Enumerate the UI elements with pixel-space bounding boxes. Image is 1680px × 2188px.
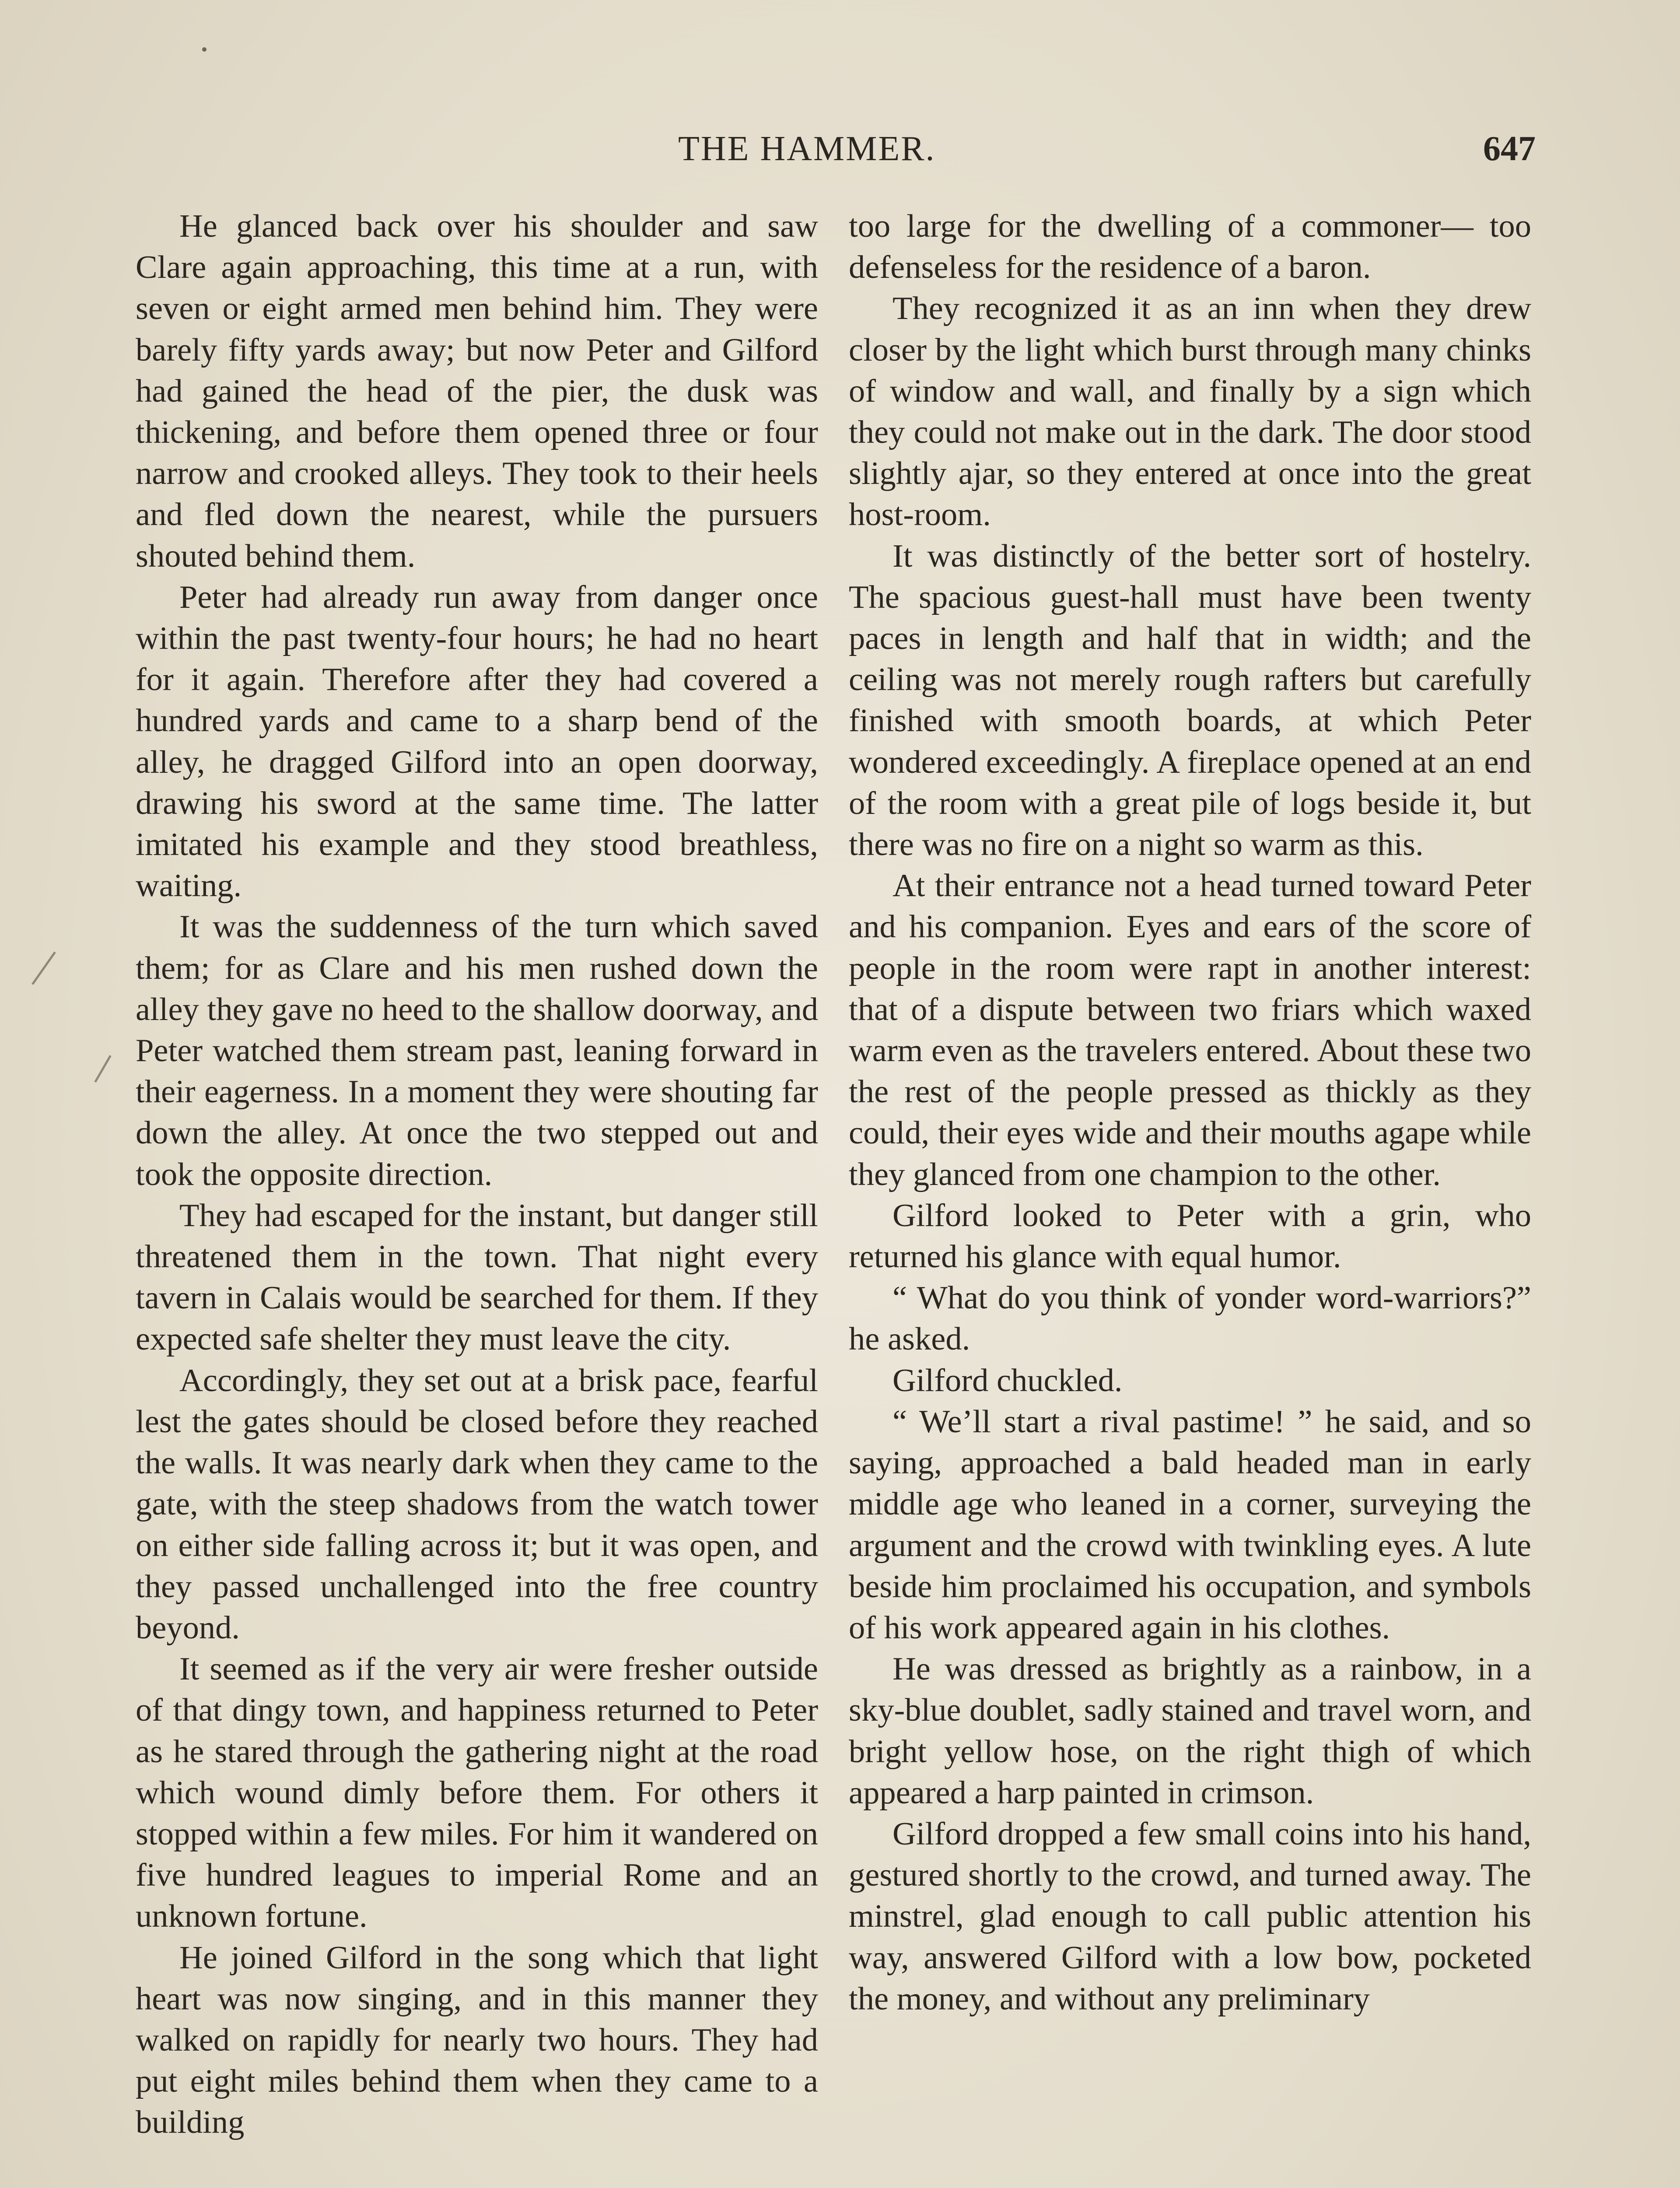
paragraph: Accordingly, they set out at a brisk pace, fearful lest the gates should be closed before they reached the walls. It was nearly dark when they came to the gate, with the steep shadows from the watch tower on either side falling across it; but it was open, and they passed unchallenged into the free country beyond. xyxy=(136,1362,818,1646)
paragraph: He glanced back over his shoulder and saw Clare again approaching, this time at a run, with seven or eight armed men behind him. They were barely fifty yards away; but now Peter and Gilford had gained the head of the pier, the dusk was thickening, and before them opened three or four narrow and crooked alleys. They took to their heels and fled down the nearest, while the pursuers shouted behind them. xyxy=(136,208,818,574)
paragraph: “ What do you think of yonder word-warriors?” he asked. xyxy=(849,1280,1531,1357)
ink-mark xyxy=(32,951,56,985)
ink-mark xyxy=(202,47,206,52)
paragraph: Peter had already run away from danger once within the past twenty-four hours; he had no heart for it again. Therefore after they had covered a hundred yards and came to a sharp bend of the alley, he dragged Gilford into an open doorway, drawing his sword at the same time. The latter imitated his example and they stood breathless, waiting. xyxy=(136,579,818,904)
paragraph: Gilford chuckled. xyxy=(892,1362,1123,1399)
paragraph: Gilford dropped a few small coins into his hand, gestured shortly to the crowd, and turned away. The minstrel, glad enough to call public attention his way, answered Gilford with a low bow, pocketed the money, and without any preliminary xyxy=(849,1816,1531,2017)
paragraph: He joined Gilford in the song which that light heart was now singing, and in this manner they walked on rapidly for nearly two hours. They had put eight miles behind them when they came to a building xyxy=(136,1939,818,2141)
paragraph: At their entrance not a head turned toward Peter and his companion. Eyes and ears of the score of people in the room were rapt in another interest: that of a dispute between two friars which waxed warm even as the travelers entered. About these two the rest of the people pressed as thickly as they could, their eyes wide and their mouths agape while they glanced from one champion to the other. xyxy=(849,868,1531,1192)
paragraph: It was the suddenness of the turn which saved them; for as Clare and his men rushed down the alley they gave no heed to the shallow doorway, and Peter watched them stream past, leaning forward in their eagerness. In a moment they were shouting far down the alley. At once the two stepped out and took the opposite direction. xyxy=(136,909,818,1192)
paragraph-continuation: too large for the dwelling of a commoner— too defenseless for the residence of a baron. xyxy=(849,208,1531,286)
paragraph: “ We’ll start a rival pastime! ” he said, and so saying, approached a bald headed man in early middle age who leaned in a corner, surveying the argument and the crowd with twinkling eyes. A lute beside him proclaimed his occupation, and symbols of his work appeared again in his clothes. xyxy=(849,1403,1531,1646)
paragraph: They had escaped for the instant, but danger still threatened them in the town. That night every tavern in Calais would be searched for them. If they expected safe shelter they must leave the city. xyxy=(136,1197,818,1357)
running-title: THE HAMMER. xyxy=(678,130,936,168)
paragraph: He was dressed as brightly as a rainbow, in a sky-blue doublet, sadly stained and travel worn, and bright yellow hose, on the right thigh of which appeared a harp painted in crimson. xyxy=(849,1651,1531,1811)
page-number: 647 xyxy=(1483,130,1536,168)
paragraph: Gilford looked to Peter with a grin, who returned his glance with equal humor. xyxy=(849,1197,1531,1275)
paragraph: It was distinctly of the better sort of hostelry. The spacious guest-hall must have been twenty paces in length and half that in width; and the ceiling was not merely rough rafters but carefully finished with smooth boards, at which Peter wondered exceedingly. A fireplace opened at an end of the room with a great pile of logs beside it, but there was no fire on a night so warm as this. xyxy=(849,538,1531,863)
paragraph: It seemed as if the very air were fresher outside of that dingy town, and happiness returned to Peter as he stared through the gathering night at the road which wound dimly before them. For others it stopped within a few miles. For him it wandered on five hundred leagues to imperial Rome and an unknown fortune. xyxy=(136,1651,818,1935)
left-column xyxy=(136,206,818,2143)
ink-mark xyxy=(94,1055,111,1083)
paragraph: They recognized it as an inn when they drew closer by the light which burst through many chinks of window and wall, and finally by a sign which they could not make out in the dark. The door stood slightly ajar, so they entered at once into the great host-room. xyxy=(849,291,1531,533)
right-column xyxy=(849,206,1531,2020)
